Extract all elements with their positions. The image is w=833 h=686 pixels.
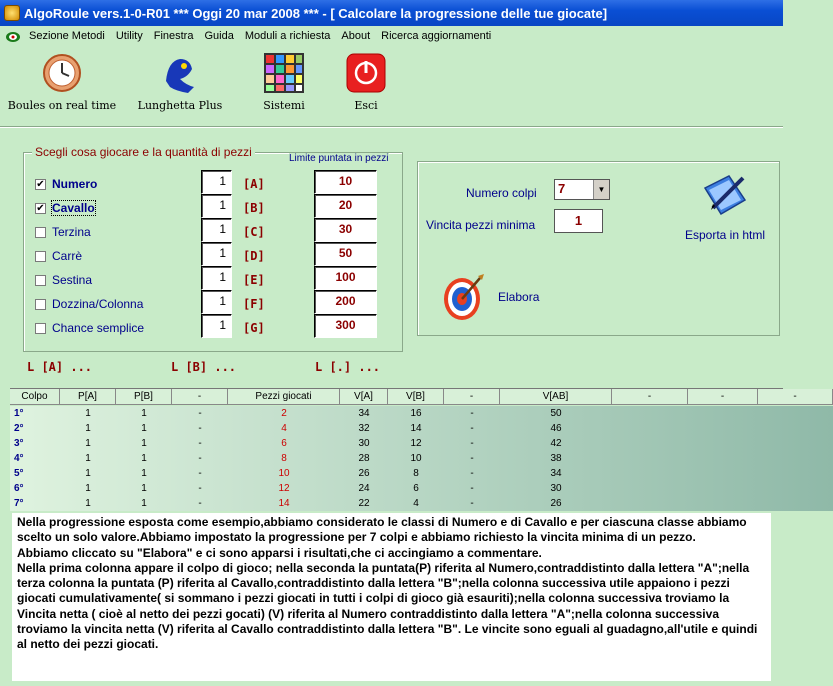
table-cell: -: [470, 468, 474, 479]
notes-paragraph-3: Nella prima colonna appare il colpo di gioco; nella seconda la puntata(P) riferita al Numero,contraddistinto dalla lettera "A";nella terza colonna la puntata (P) riferita al Cavallo,contraddistinto dalla lettera "B";nella colonna successiva utile appaiono i pezzi giocati cumulativamente( si sommano i pezzi giocati in tutti i colpi di gioco già esauriti);nella colonna successiva troviamo la Vincita netta ( cioè al netto dei pezzi gocati) (V) riferita al Numero contraddistinto dalla lettera "A";nella colonna successiva troviamo la vincita netta (V) riferita al Cavallo contraddistinto dalla lettera "B". Le vincite sono eguali al guadagno,all'utile e quindi al netto dei pezzi giocati.: [17, 560, 758, 652]
table-cell: -: [470, 408, 474, 419]
table-cell: [758, 451, 833, 466]
menu-about[interactable]: About: [341, 29, 371, 42]
table-cell: 6: [281, 438, 287, 449]
grid-palette-icon: [262, 51, 306, 95]
table-cell: 32: [358, 423, 370, 434]
table-row[interactable]: [10, 496, 833, 511]
colpi-select[interactable]: [554, 179, 610, 200]
table-cell: [758, 436, 833, 451]
code-d: [D]: [243, 249, 265, 263]
table-cell: -: [198, 468, 202, 479]
table-cell: [688, 436, 758, 451]
table-cell: 26: [550, 498, 562, 509]
grid-header-cell[interactable]: P[A]: [60, 389, 116, 405]
colpi-value: 7: [558, 181, 566, 196]
label-chance: Chance semplice: [52, 321, 145, 335]
table-row[interactable]: [10, 421, 833, 436]
table-cell: 10: [410, 453, 422, 464]
table-cell: 10: [278, 468, 290, 479]
table-row[interactable]: [10, 451, 833, 466]
limit-input-f[interactable]: 200: [314, 290, 377, 314]
table-cell: -: [470, 453, 474, 464]
table-cell: [758, 421, 833, 436]
esci-label: Esci: [354, 99, 378, 112]
grid-header: [10, 389, 833, 405]
table-cell: 24: [358, 483, 370, 494]
code-f: [F]: [243, 297, 265, 311]
table-cell: 50: [550, 408, 562, 419]
table-cell: [612, 436, 688, 451]
qty-input-c[interactable]: 1: [201, 218, 232, 242]
label-carre: Carrè: [52, 249, 83, 263]
table-cell: -: [470, 438, 474, 449]
esporta-html-button[interactable]: [675, 170, 775, 242]
table-cell: 1: [85, 438, 91, 449]
table-cell: 28: [358, 453, 370, 464]
checkbox-numero[interactable]: ✔: [36, 179, 45, 190]
limit-title: Limite puntata in pezzi: [289, 153, 389, 164]
table-cell: 3°: [14, 438, 24, 449]
limit-input-b[interactable]: 20: [314, 194, 377, 218]
title-bar: [0, 0, 783, 26]
menu-bar: [0, 26, 783, 45]
exit-icon: [344, 51, 388, 95]
table-cell: 12: [278, 483, 290, 494]
table-cell: 2°: [14, 423, 24, 434]
target-icon: [440, 272, 486, 322]
table-cell: 4: [413, 498, 419, 509]
esci-button[interactable]: [330, 51, 402, 112]
table-cell: 14: [410, 423, 422, 434]
table-cell: 1: [141, 468, 147, 479]
table-cell: 38: [550, 453, 562, 464]
grid-header-cell[interactable]: -: [688, 389, 758, 405]
table-cell: [758, 406, 833, 421]
l-label-dot: L [.] ...: [315, 360, 381, 374]
table-cell: [758, 466, 833, 481]
table-cell: 30: [358, 438, 370, 449]
table-cell: [688, 496, 758, 511]
menu-finestra[interactable]: Finestra: [153, 29, 194, 42]
l-label-b: L [B] ...: [171, 360, 237, 374]
table-cell: 8: [413, 468, 419, 479]
table-cell: [612, 451, 688, 466]
table-cell: [688, 466, 758, 481]
table-cell: -: [198, 423, 202, 434]
table-cell: -: [198, 408, 202, 419]
table-cell: 1: [141, 498, 147, 509]
menu-utility[interactable]: Utility: [115, 29, 143, 42]
table-cell: 1°: [14, 408, 24, 419]
table-cell: 22: [358, 498, 370, 509]
table-cell: 4: [281, 423, 287, 434]
table-cell: 2: [281, 408, 287, 419]
table-cell: -: [470, 498, 474, 509]
window-title: AlgoRoule vers.1-0-R01 *** Oggi 20 mar 2008 *** - [ Calcolare la progressione delle tue giocate]: [24, 5, 608, 21]
chevron-down-icon[interactable]: ▼: [593, 180, 609, 199]
grid-header-cell[interactable]: V[B]: [388, 389, 444, 405]
table-cell: [612, 481, 688, 496]
notes-text: [12, 513, 771, 681]
table-row[interactable]: [10, 436, 833, 451]
menu-sezione-metodi[interactable]: Sezione Metodi: [29, 29, 105, 42]
groupbox-title: Scegli cosa giocare e la quantità di pezzi: [32, 145, 255, 159]
table-cell: [688, 451, 758, 466]
label-numero: Numero: [52, 177, 98, 191]
table-cell: 1: [85, 453, 91, 464]
limit-input-c[interactable]: 30: [314, 218, 377, 242]
code-b: [B]: [243, 201, 265, 215]
table-cell: 1: [85, 483, 91, 494]
app-icon: [4, 5, 20, 21]
table-cell: [612, 466, 688, 481]
limit-input-g[interactable]: 300: [314, 314, 377, 338]
qty-input-d[interactable]: 1: [201, 242, 232, 266]
table-cell: 1: [85, 408, 91, 419]
toolbar: [0, 45, 783, 123]
grid-header-cell[interactable]: -: [612, 389, 688, 405]
table-row[interactable]: [10, 466, 833, 481]
checkbox-cavallo[interactable]: ✔: [36, 203, 45, 214]
l-label-a: L [A] ...: [27, 360, 93, 374]
qty-input-g[interactable]: 1: [201, 314, 232, 338]
toolbar-separator: [0, 126, 783, 128]
limit-input-a[interactable]: 10: [314, 170, 377, 194]
notes-paragraph-2: Abbiamo cliccato su "Elabora" e ci sono apparsi i risultati,che ci accingiamo a commentare.: [17, 545, 542, 560]
table-cell: [612, 421, 688, 436]
table-cell: 1: [85, 468, 91, 479]
table-cell: -: [198, 498, 202, 509]
table-cell: 12: [410, 438, 422, 449]
code-c: [C]: [243, 225, 265, 239]
label-terzina: Terzina: [52, 225, 91, 239]
table-cell: -: [198, 438, 202, 449]
checkbox-sestina[interactable]: [35, 275, 46, 286]
table-cell: 30: [550, 483, 562, 494]
grid-header-cell[interactable]: -: [444, 389, 500, 405]
qty-input-f[interactable]: 1: [201, 290, 232, 314]
lottery-hand-icon: [158, 51, 202, 95]
checkbox-dozzina[interactable]: [35, 299, 46, 310]
book-pen-icon: [699, 170, 751, 220]
table-cell: [758, 481, 833, 496]
system-menu-icon[interactable]: [4, 29, 22, 43]
table-cell: 1: [141, 483, 147, 494]
table-cell: 6: [413, 483, 419, 494]
checkbox-carre[interactable]: [35, 251, 46, 262]
code-e: [E]: [243, 273, 265, 287]
label-cavallo: Cavallo: [52, 201, 95, 215]
lunghetta-button[interactable]: [130, 51, 230, 112]
qty-input-b[interactable]: 1: [201, 194, 232, 218]
qty-input-e[interactable]: 1: [201, 266, 232, 290]
esporta-label: Esporta in html: [684, 228, 766, 242]
table-cell: -: [470, 423, 474, 434]
table-cell: -: [198, 483, 202, 494]
table-cell: 16: [410, 408, 422, 419]
table-cell: [688, 406, 758, 421]
results-grid[interactable]: [10, 388, 797, 512]
table-cell: 1: [141, 453, 147, 464]
elabora-button[interactable]: [440, 272, 540, 325]
clock-icon: [40, 51, 84, 95]
code-a: [A]: [243, 177, 265, 191]
label-sestina: Sestina: [52, 273, 93, 287]
table-cell: 1: [141, 438, 147, 449]
menu-ricerca-aggiornamenti[interactable]: Ricerca aggiornamenti: [381, 29, 492, 42]
table-cell: 8: [281, 453, 287, 464]
table-cell: 34: [358, 408, 370, 419]
elabora-label: Elabora: [498, 290, 540, 304]
table-cell: 34: [550, 468, 562, 479]
boules-button[interactable]: [6, 51, 118, 112]
grid-header-cell[interactable]: Colpo: [10, 389, 60, 405]
lunghetta-label: Lunghetta Plus: [137, 99, 223, 112]
boules-label: Boules on real time: [7, 99, 117, 112]
vincita-input[interactable]: 1: [554, 209, 603, 233]
table-cell: -: [470, 483, 474, 494]
notes-paragraph-1: Nella progressione esposta come esempio,abbiamo considerato le classi di Numero e di Cavallo e per ciascuna classe abbiamo scelto un solo valore.Abbiamo impostato la progressione per 7 colpi e abbiamo richiesto la vincita minima di un pezzo.: [17, 515, 747, 545]
grid-header-cell[interactable]: V[A]: [340, 389, 388, 405]
table-row[interactable]: [10, 406, 833, 421]
table-cell: 46: [550, 423, 562, 434]
table-cell: 7°: [14, 498, 24, 509]
menu-moduli[interactable]: Moduli a richiesta: [244, 29, 331, 42]
grid-header-cell[interactable]: -: [172, 389, 228, 405]
grid-header-cell[interactable]: P[B]: [116, 389, 172, 405]
limit-input-e[interactable]: 100: [314, 266, 377, 290]
checkbox-terzina[interactable]: [35, 227, 46, 238]
table-cell: [612, 406, 688, 421]
table-cell: [758, 496, 833, 511]
grid-header-cell[interactable]: V[AB]: [500, 389, 612, 405]
sistemi-button[interactable]: [236, 51, 332, 112]
table-cell: 1: [85, 423, 91, 434]
table-cell: 1: [85, 498, 91, 509]
vincita-label: Vincita pezzi minima: [426, 218, 536, 232]
grid-header-cell[interactable]: -: [758, 389, 833, 405]
sistemi-label: Sistemi: [263, 99, 305, 112]
menu-guida[interactable]: Guida: [204, 29, 234, 42]
table-cell: 14: [278, 498, 290, 509]
table-row[interactable]: [10, 481, 833, 496]
table-cell: 1: [141, 423, 147, 434]
limit-input-d[interactable]: 50: [314, 242, 377, 266]
table-cell: 26: [358, 468, 370, 479]
table-cell: [612, 496, 688, 511]
checkbox-chance[interactable]: [35, 323, 46, 334]
table-cell: [688, 481, 758, 496]
grid-header-cell[interactable]: Pezzi giocati: [228, 389, 340, 405]
table-cell: 1: [141, 408, 147, 419]
qty-input-a[interactable]: 1: [201, 170, 232, 194]
label-dozzina: Dozzina/Colonna: [52, 297, 144, 311]
table-cell: 6°: [14, 483, 24, 494]
table-cell: 4°: [14, 453, 24, 464]
colpi-label: Numero colpi: [466, 186, 537, 200]
table-cell: -: [198, 453, 202, 464]
code-g: [G]: [243, 321, 265, 335]
table-cell: 42: [550, 438, 562, 449]
table-cell: [688, 421, 758, 436]
table-cell: 5°: [14, 468, 24, 479]
